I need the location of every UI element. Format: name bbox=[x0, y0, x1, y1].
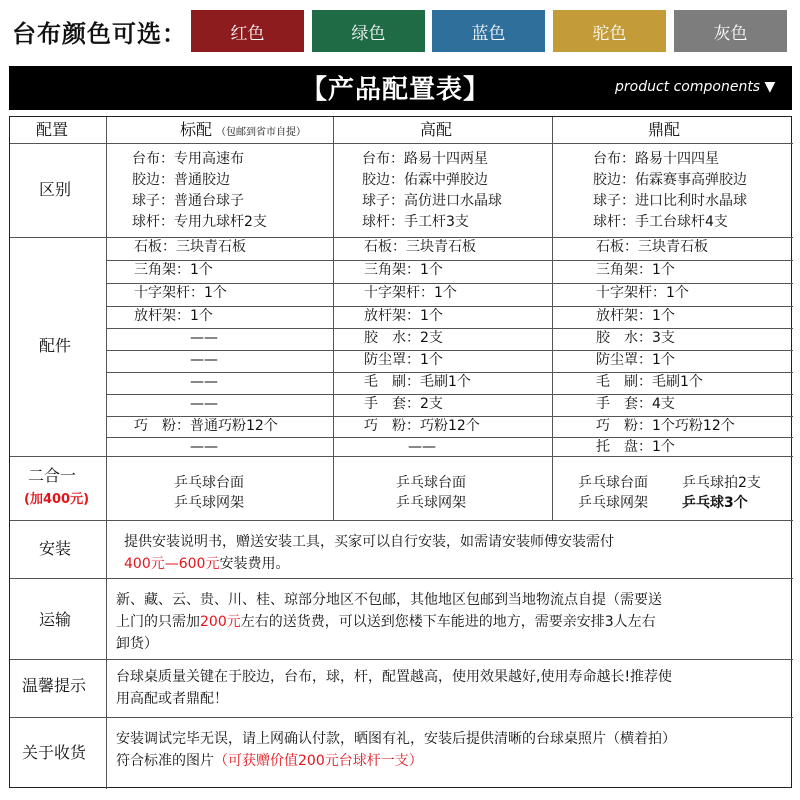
receipt-label: 关于收货 bbox=[22, 743, 87, 762]
combo-high-item: 乒乓球台面 bbox=[396, 475, 466, 491]
header-standard: 标配 bbox=[180, 120, 213, 139]
combo-top-item: 乒乓球3个 bbox=[682, 495, 748, 511]
install-text bbox=[124, 531, 614, 575]
parts-standard-item: —— bbox=[190, 330, 218, 346]
parts-standard-item: —— bbox=[190, 396, 218, 412]
shipping-line bbox=[116, 611, 662, 633]
banner bbox=[9, 66, 792, 110]
install-line bbox=[124, 553, 614, 575]
diff-label: 区别 bbox=[39, 180, 72, 199]
shipping-line: 卸货） bbox=[116, 636, 158, 652]
combo-standard-item: 乒乓球网架 bbox=[174, 495, 244, 511]
combo-label: 二合一 bbox=[28, 466, 77, 485]
banner-title: 【产品配置表】 bbox=[301, 75, 491, 105]
color-options-label: 台布颜色可选： bbox=[12, 20, 187, 48]
shipping-suffix: 左右的送货费，可以送到您楼下车能进的地方，需要亲安排3人左右 bbox=[240, 614, 656, 630]
parts-high-item: 手 套：2支 bbox=[364, 396, 443, 412]
header-config: 配置 bbox=[36, 120, 69, 139]
diff-standard-line: 台布：专用高速布 bbox=[132, 151, 244, 167]
parts-high-item: 三角架：1个 bbox=[364, 262, 443, 278]
diff-top-line: 胶边：佑霖赛事高弹胶边 bbox=[593, 172, 747, 188]
parts-standard-item: —— bbox=[190, 352, 218, 368]
install-line: 提供安装说明书，赠送安装工具，买家可以自行安装，如需请安装师傅安装需付 bbox=[124, 534, 614, 550]
header-top: 鼎配 bbox=[648, 120, 681, 139]
diff-top-line: 台布：路易十四四星 bbox=[593, 151, 719, 167]
parts-high-item: 十字架杆：1个 bbox=[364, 285, 457, 301]
shipping-prefix: 上门的只需加 bbox=[116, 614, 200, 630]
combo-top-item: 乒乓球网架 bbox=[578, 495, 648, 511]
row-divider bbox=[10, 717, 793, 718]
parts-standard-item: 石板：三块青石板 bbox=[134, 239, 246, 255]
parts-standard-item: 放杆架：1个 bbox=[134, 308, 213, 324]
parts-high-item: 石板：三块青石板 bbox=[364, 239, 476, 255]
swatch-blue: 蓝色 bbox=[432, 10, 545, 52]
parts-top-item: 毛 刷：毛刷1个 bbox=[596, 374, 703, 390]
row-divider bbox=[10, 456, 793, 457]
row-divider bbox=[10, 520, 793, 521]
diff-standard-line: 球子：普通台球子 bbox=[132, 193, 244, 209]
swatch-red: 红色 bbox=[191, 10, 304, 52]
row-divider bbox=[10, 143, 793, 144]
parts-standard-item: —— bbox=[190, 439, 218, 455]
parts-top-item: 防尘罩：1个 bbox=[596, 352, 675, 368]
tips-text bbox=[116, 666, 672, 710]
parts-top-item: 托 盘：1个 bbox=[596, 439, 675, 455]
shipping-text bbox=[116, 589, 662, 655]
install-label: 安装 bbox=[39, 539, 72, 558]
parts-standard-item: 巧 粉：普通巧粉12个 bbox=[134, 418, 278, 434]
parts-standard-item: 十字架杆：1个 bbox=[134, 285, 227, 301]
diff-high-line: 胶边：佑霖中弹胶边 bbox=[362, 172, 488, 188]
parts-top-item: 十字架杆：1个 bbox=[596, 285, 689, 301]
config-table bbox=[9, 116, 792, 788]
parts-top-item: 石板：三块青石板 bbox=[596, 239, 708, 255]
parts-high-item: —— bbox=[408, 439, 436, 455]
swatch-gray: 灰色 bbox=[674, 10, 787, 52]
tips-label: 温馨提示 bbox=[22, 676, 87, 695]
combo-top-item: 乒乓球台面 bbox=[578, 475, 648, 491]
parts-high-item: 放杆架：1个 bbox=[364, 308, 443, 324]
parts-high-item: 巧 粉：巧粉12个 bbox=[364, 418, 480, 434]
combo-high-item: 乒乓球网架 bbox=[396, 495, 466, 511]
banner-subtitle: product components ▼ bbox=[615, 79, 776, 95]
diff-high-line: 台布：路易十四两星 bbox=[362, 151, 488, 167]
parts-top-item: 手 套：4支 bbox=[596, 396, 675, 412]
receipt-line bbox=[116, 750, 676, 772]
swatch-green: 绿色 bbox=[312, 10, 425, 52]
receipt-line: 安装调试完毕无误，请上网确认付款，晒图有礼，安装后提供清晰的台球桌照片（横着拍） bbox=[116, 731, 676, 747]
diff-high-line: 球杆：手工杆3支 bbox=[362, 214, 469, 230]
shipping-label: 运输 bbox=[39, 610, 72, 629]
install-price: 400元—600元 bbox=[124, 556, 220, 572]
header-high: 高配 bbox=[420, 120, 453, 139]
swatch-camel: 驼色 bbox=[553, 10, 666, 52]
receipt-gift: （可获赠价值200元台球杆一支） bbox=[214, 753, 423, 769]
diff-top-line: 球杆：手工台球杆4支 bbox=[593, 214, 728, 230]
parts-high-item: 防尘罩：1个 bbox=[364, 352, 443, 368]
table-color-options bbox=[0, 0, 800, 64]
combo-top-item: 乒乓球拍2支 bbox=[682, 475, 761, 491]
parts-label: 配件 bbox=[39, 336, 72, 355]
tips-line: 台球桌质量关键在于胶边，台布，球，杆，配置越高，使用效果越好,使用寿命越长!推荐使 bbox=[116, 669, 673, 685]
row-divider bbox=[10, 578, 793, 579]
parts-top-item: 放杆架：1个 bbox=[596, 308, 675, 324]
col-divider bbox=[552, 117, 553, 520]
col-divider bbox=[106, 117, 107, 789]
install-suffix: 安装费用。 bbox=[219, 556, 290, 572]
receipt-prefix: 符合标准的图片 bbox=[116, 753, 214, 769]
parts-standard-item: 三角架：1个 bbox=[134, 262, 213, 278]
parts-high-item: 胶 水：2支 bbox=[364, 330, 443, 346]
combo-price: (加400元) bbox=[24, 492, 90, 507]
parts-standard-item: —— bbox=[190, 374, 218, 390]
diff-top-line: 球子：进口比利时水晶球 bbox=[593, 193, 747, 209]
col-divider bbox=[333, 117, 334, 520]
row-divider bbox=[10, 659, 793, 660]
diff-standard-line: 球杆：专用九球杆2支 bbox=[132, 214, 267, 230]
receipt-text bbox=[116, 728, 676, 772]
header-standard-note: （包邮到省市自提） bbox=[216, 127, 306, 138]
shipping-price: 200元 bbox=[200, 614, 241, 630]
parts-high-item: 毛 刷：毛刷1个 bbox=[364, 374, 471, 390]
tips-line: 用高配或者鼎配！ bbox=[116, 691, 228, 707]
diff-standard-line: 胶边：普通胶边 bbox=[132, 172, 230, 188]
diff-high-line: 球子：高仿进口水晶球 bbox=[362, 193, 502, 209]
shipping-line: 新、藏、云、贵、川、桂、琼部分地区不包邮，其他地区包邮到当地物流点自提（需要送 bbox=[116, 592, 662, 608]
combo-standard-item: 乒乓球台面 bbox=[174, 475, 244, 491]
parts-top-item: 巧 粉：1个巧粉12个 bbox=[596, 418, 735, 434]
parts-top-item: 胶 水：3支 bbox=[596, 330, 675, 346]
parts-top-item: 三角架：1个 bbox=[596, 262, 675, 278]
